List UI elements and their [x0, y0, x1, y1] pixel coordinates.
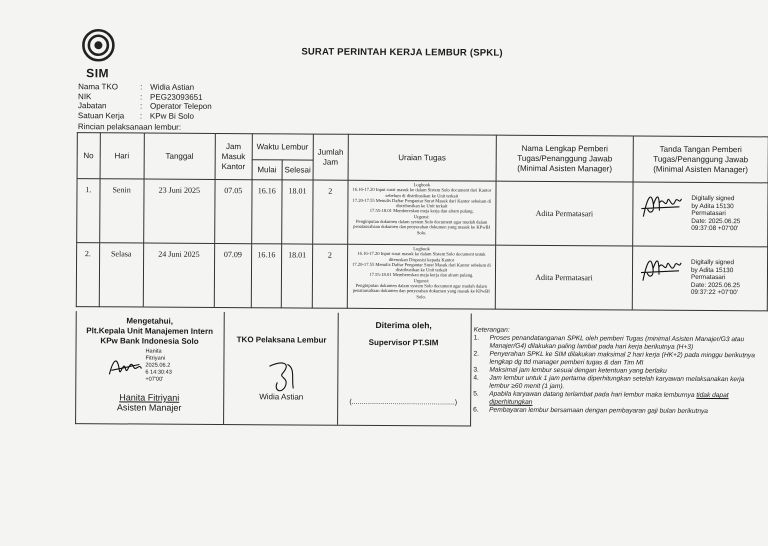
sig-line: Digitally signed [691, 258, 735, 267]
header-no: No [77, 133, 100, 179]
signature-scribble-icon [107, 352, 143, 382]
mengetahui-title: Mengetahui, [126, 316, 174, 326]
cell-mulai: 16.16 [251, 244, 282, 308]
keterangan-block [473, 327, 764, 417]
cell-pemberi: Adita Permatasari [495, 245, 632, 310]
sig-line: Permatasari [690, 274, 726, 282]
info-colon: : [140, 92, 143, 102]
info-value: Widia Astian [150, 82, 195, 92]
header-nama-pemberi: Nama Lengkap Pemberi Tugas/Penanggung Jawab (Minimal Asisten Manager) [496, 135, 633, 182]
cell-selesai: 18.01 [281, 244, 312, 308]
cell-no: 1. [77, 179, 100, 243]
signature-scribble-icon [261, 358, 301, 396]
header-uraian: Uraian Tugas [348, 134, 497, 181]
logo-text: SIM [86, 66, 110, 81]
cell-hari: Senin [99, 179, 143, 243]
ket-num: 4. [473, 374, 479, 382]
sig-line: Date: 2025.06.25 [691, 217, 741, 225]
ket-text: Pembayaran lembur bersamaan dengan pembayaran gaji bulan berikutnya [489, 406, 709, 415]
ket-num: 5. [473, 390, 479, 398]
sig-line: by Adita 15130 [690, 266, 734, 274]
sig-line: Digitally signed [691, 194, 735, 203]
cell-mulai: 16.16 [251, 180, 282, 244]
signature-scribble-icon [639, 187, 683, 223]
cell-uraian: Logbook 16.16-17.20 Input surat masuk ke dalam Sistem Solo document untuk diteruskan Disposisi kepada Kantor 17.20-17.55 Menulis Daftar Pengantar Surat Masuk dari Kantor sebelum di distribusikan ke Unit terkait 17.55-18.01 Membereskan meja kerja dan alram pulang. Urgensi: Penginputan dokumen dalam system Solo document agar mudah dalam penatausahaan dokumen dan penyerahan dokumen yang masuk ke KPwBI Solo. [347, 244, 496, 309]
overtime-table [76, 132, 768, 311]
sig-line: Permatasari [691, 210, 726, 218]
sig-line: Date: 2025.06.25 [690, 281, 740, 289]
list-item [473, 407, 763, 417]
ket-text: Proses penandatanganan SPKL oleh pemberi Tugas (minimal Asisten Manajer/G3 atau Manajer/G4) dilakukan paling lambat pada hari kerja berikutnya (H+3) [489, 334, 745, 351]
info-value: PEG23093651 [150, 92, 203, 102]
ket-num: 6. [473, 406, 479, 414]
rincian-label: Rincian pelaksanaan lembur: [77, 122, 182, 132]
header-tanggal: Tanggal [144, 133, 216, 179]
ket-text-underlined: Apabila karyawan datang terlambat pada hari lembur maka lemburnya tidak dapat diperhitungkan [489, 390, 729, 406]
info-label: Nama TKO [78, 82, 119, 92]
pelaksana-block [225, 335, 337, 402]
diterima-title: Diterima oleh, [375, 319, 432, 331]
header-ttd-pemberi: Tanda Tangan Pemberi Tugas/Penanggung Jawab (Minimal Asisten Manager) [633, 136, 768, 183]
info-label: Satuan Kerja [77, 110, 125, 121]
keterangan-title: Keterangan: [473, 326, 510, 334]
sim-logo-icon [81, 28, 115, 62]
cell-jam-masuk: 07.05 [215, 179, 252, 243]
mengetahui-role1: Plt.Kepala Unit Manajemen Intern [86, 326, 214, 336]
cell-signature [632, 246, 767, 311]
cell-jumlah: 2 [313, 180, 348, 244]
ket-num: 3. [473, 366, 479, 374]
list-item [473, 351, 763, 369]
digital-signature-text [691, 195, 740, 233]
info-colon: : [139, 101, 143, 111]
info-colon: : [139, 111, 143, 121]
mengetahui-role2: KPw Bank Indonesia Solo [100, 336, 199, 346]
table-row [76, 243, 767, 311]
stamp-line: 2025.06.2 [145, 362, 171, 369]
info-value: Operator Telepon [149, 101, 212, 112]
header-selesai: Selesai [282, 160, 313, 180]
pelaksana-name: Widia Astian [259, 392, 304, 402]
header-waktu-lembur: Waktu Lembur [252, 134, 314, 160]
info-value: KPw Bi Solo [149, 111, 195, 121]
stamp-line: Fitriyani [145, 355, 166, 362]
mengetahui-position: Asisten Manajer [116, 402, 182, 413]
cell-hari: Selasa [99, 243, 143, 307]
list-item [473, 375, 763, 393]
cell-selesai: 18.01 [282, 180, 313, 244]
ket-text: Jam lembur untuk 1 jam pertama diperhitungkan setelah karyawan melaksanakan kerja lembur ≥60 menit (1 jam). [489, 374, 745, 391]
list-item [474, 335, 764, 353]
sig-line: 09:37:22 +07'00' [690, 289, 738, 297]
cell-no: 2. [76, 243, 99, 307]
pelaksana-title: TKO Pelaksana Lembur [236, 335, 327, 345]
sig-line: by Adita 15130 [691, 202, 734, 210]
cell-tanggal: 23 Juni 2025 [143, 179, 215, 243]
cell-signature [633, 182, 768, 247]
diterima-role: Supervisor PT.SIM [368, 337, 439, 348]
stamp-text [145, 349, 172, 384]
sig-line: 09:37:08 +07'00' [691, 225, 739, 233]
employee-info [78, 82, 212, 121]
stamp-line: 6 14:30:43 [145, 369, 172, 376]
ket-text: Penyerahan SPKL ke SIM dilakukan maksimal 2 hari kerja (HK+2) pada minggu berikutnya lengkap dg ttd manager pemberi tugas & dan Tim MI [489, 350, 755, 367]
cell-jam-masuk: 07.09 [214, 243, 251, 307]
header-hari: Hari [100, 133, 144, 179]
ket-text: Maksimal jam lembur sesuai dengan ketentuan yang berlaku [489, 366, 667, 375]
mengetahui-block [75, 316, 224, 413]
ket-num: 1. [473, 334, 480, 342]
diterima-blank: (.....................................................) [349, 398, 458, 407]
mengetahui-name: Hanita Fitriyani [119, 392, 180, 403]
stamp-line: +07'00' [145, 376, 164, 383]
table-row [77, 179, 768, 247]
header-jam-masuk: Jam Masuk Kantor [215, 133, 252, 179]
info-label: NIK [78, 91, 92, 101]
diterima-block [337, 320, 470, 407]
header-mulai: Mulai [252, 160, 283, 180]
mengetahui-signature [75, 346, 223, 393]
info-label: Jabatan [77, 101, 107, 111]
cell-jumlah: 2 [312, 244, 347, 308]
list-item [473, 391, 763, 409]
underlined-text: tidak dapat diperhitungkan [489, 391, 729, 406]
info-colon: : [140, 82, 143, 92]
signature-scribble-icon [639, 251, 683, 287]
stamp-line: Hanita [145, 348, 162, 355]
cell-tanggal: 24 Juni 2025 [143, 243, 215, 307]
info-row-satuan [78, 111, 212, 121]
ket-num: 2. [473, 350, 480, 358]
header-jumlah-jam: Jumlah Jam [313, 134, 348, 180]
document-title: SURAT PERINTAH KERJA LEMBUR (SPKL) [301, 46, 503, 59]
digital-signature-text [691, 259, 740, 297]
cell-pemberi: Adita Permatasari [496, 181, 633, 246]
cell-uraian: Logbook 16.16-17.20 Input surat masuk ke dalam Sistem Solo document dari Kantor sebelum di distribusikan ke Unit terkait 17.20-17.55 Menulis Daftar Pengantar Surat Masuk dari Kantor sebelum di distribusikan ke Unit terkait 17.55-18.01 Membereskan meja kerja dan alram pulang. Urgensi: Penginputan dokumen dalam system Solo document agar mudah dalam penatausahaan dokumen dan penyerahan dokumen yang masuk ke KPwBI Solo. [347, 180, 496, 245]
